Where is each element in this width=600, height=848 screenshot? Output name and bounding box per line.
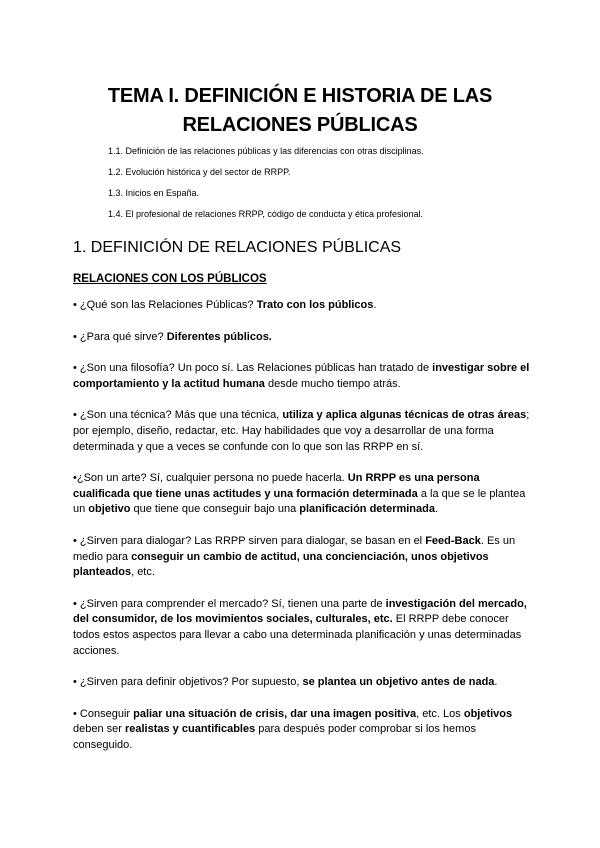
text-run: . [494, 676, 498, 689]
text-run: . Es un medio para [73, 534, 516, 563]
body-text [73, 298, 533, 769]
bold-text: investigación del mercado, del consumidor, de los movimientos sociales, culturales, etc. [73, 597, 527, 626]
text-run: que tiene que conseguir bajo una [130, 503, 300, 516]
text-run: deben ser [73, 723, 125, 736]
bullet-paragraph [73, 361, 533, 392]
text-run: . [373, 299, 377, 311]
title-line-1: TEMA I. DEFINICIÓN E HISTORIA DE LAS [107, 85, 493, 107]
bold-text: planificación determinada [299, 503, 435, 516]
bold-text: objetivos [463, 707, 513, 720]
bold-text: utiliza y aplica algunas técnicas de otras áreas [282, 409, 527, 422]
bullet-paragraph [73, 597, 533, 659]
text-run: , etc. Los [416, 707, 464, 720]
text-run: , etc. [131, 566, 155, 579]
bullet-paragraph [73, 330, 533, 346]
text-run: • Conseguir [73, 707, 134, 720]
table-of-contents [108, 145, 578, 229]
text-run: ; por ejemplo, diseño, redactar, etc. Hay habilidades que voy a desarrollar de una forma determinada y que a veces se confunde con lo que son las RRPP en sí. [73, 409, 530, 453]
text-run: • ¿Sirven para dialogar? Las RRPP sirven para dialogar, se basan en el [73, 534, 426, 547]
document-title [0, 82, 600, 140]
section-heading: 1. DEFINICIÓN DE RELACIONES PÚBLICAS [73, 239, 402, 256]
text-run: para después poder comprobar si los hemos conseguido. [73, 723, 476, 751]
text-run: • ¿Qué son las Relaciones Públicas? [73, 299, 257, 311]
bullet-paragraph [73, 298, 533, 314]
bullet-paragraph [73, 408, 533, 455]
bold-text: investigar sobre el comportamiento y la actitud humana [73, 362, 530, 390]
bold-text: realistas y cuantificables [124, 723, 256, 736]
toc-item: 1.4. El profesional de relaciones RRPP, código de conducta y ética profesional. [108, 209, 424, 219]
bold-text: conseguir un cambio de actitud, una concienciación, unos objetivos planteados [73, 550, 489, 579]
text-run: •¿Son un arte? Sí, cualquier persona no puede hacerla. [73, 472, 348, 485]
toc-item: 1.1. Definición de las relaciones públicas y las diferencias con otras disciplinas. [108, 146, 424, 156]
bold-text: Un RRPP es una persona cualificada que tiene unas actitudes y una formación determinada [73, 472, 480, 500]
subheading: RELACIONES CON LOS PÚBLICOS [73, 273, 267, 285]
text-run: • ¿Para qué sirve? [73, 330, 167, 343]
bold-text: objetivo [88, 503, 131, 516]
text-run: a la que se le plantea un [73, 487, 526, 516]
toc-item: 1.2. Evolución histórica y del sector de RRPP. [108, 167, 291, 177]
bold-text: paliar una situación de crisis, dar una imagen positiva [133, 707, 417, 720]
text-run: desde mucho tiempo atrás. [264, 377, 401, 390]
bullet-paragraph [73, 675, 533, 691]
bold-text: Diferentes públicos. [166, 330, 272, 343]
text-run: • ¿Son una filosofía? Un poco sí. Las Relaciones públicas han tratado de [73, 362, 433, 375]
bold-text: se plantea un objetivo antes de nada [302, 676, 495, 689]
bullet-paragraph [73, 534, 533, 581]
title-line-2: RELACIONES PÚBLICAS [182, 114, 418, 136]
text-run: • ¿Sirven para comprender el mercado? Sí, tienen una parte de [73, 597, 386, 610]
text-run: • ¿Sirven para definir objetivos? Por supuesto, [73, 676, 303, 689]
toc-item: 1.3. Inicios en España. [108, 188, 200, 198]
bold-text: Feed-Back [425, 534, 481, 547]
text-run: El RRPP debe conocer todos estos aspectos para llevar a cabo una determinada planificación y unas determinadas acciones. [73, 613, 522, 657]
text-run: • ¿Son una técnica? Más que una técnica, [73, 409, 283, 422]
bold-text: Trato con los públicos [256, 299, 374, 311]
bullet-paragraph [73, 707, 533, 754]
bullet-paragraph [73, 471, 533, 518]
text-run: . [434, 503, 439, 516]
